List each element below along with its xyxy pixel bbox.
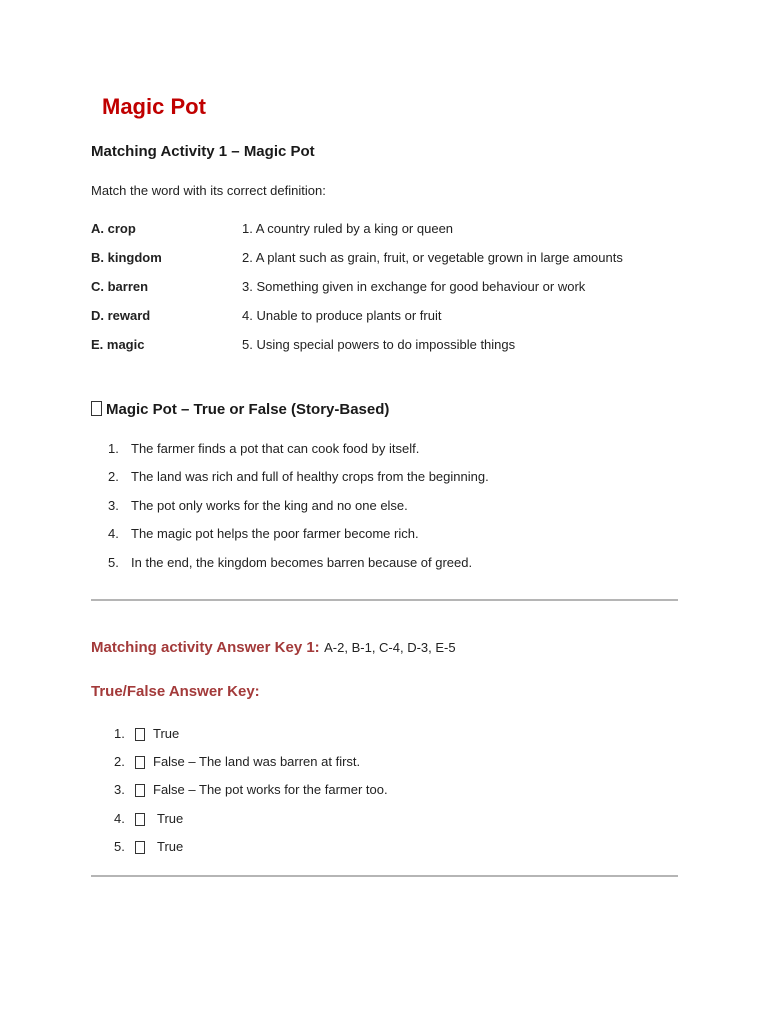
matching-term: A. crop bbox=[91, 221, 136, 236]
missing-glyph-icon bbox=[91, 401, 102, 416]
list-item-number: 4. bbox=[108, 526, 119, 541]
answer-item: False – The pot works for the farmer too. bbox=[153, 782, 388, 797]
matching-answer-key bbox=[91, 639, 456, 657]
matching-definition: 1. A country ruled by a king or queen bbox=[242, 221, 454, 236]
matching-heading: Matching Activity 1 – Magic Pot bbox=[91, 143, 315, 160]
list-item: The magic pot helps the poor farmer become rich. bbox=[131, 526, 419, 541]
answer-item: False – The land was barren at first. bbox=[153, 754, 361, 769]
missing-glyph-icon bbox=[135, 727, 145, 745]
answer-item: True bbox=[157, 811, 184, 826]
list-item: The land was rich and full of healthy crops from the beginning. bbox=[131, 469, 489, 484]
list-item: The pot only works for the king and no one else. bbox=[131, 498, 408, 513]
matching-answer-key-values: A-2, B-1, C-4, D-3, E-5 bbox=[324, 640, 456, 655]
answer-number: 5. bbox=[114, 839, 125, 854]
matching-definition: 5. Using special powers to do impossible things bbox=[242, 337, 516, 352]
missing-glyph-icon bbox=[135, 812, 145, 830]
matching-definition: 4. Unable to produce plants or fruit bbox=[242, 308, 442, 323]
matching-term: E. magic bbox=[91, 337, 145, 352]
divider bbox=[91, 599, 678, 601]
list-item-number: 1. bbox=[108, 441, 119, 456]
answer-item: True bbox=[153, 726, 180, 741]
matching-term: B. kingdom bbox=[91, 250, 162, 265]
matching-definition: 2. A plant such as grain, fruit, or vegetable grown in large amounts bbox=[242, 250, 623, 265]
list-item: In the end, the kingdom becomes barren because of greed. bbox=[131, 555, 473, 570]
true-false-answer-key-heading: True/False Answer Key: bbox=[91, 683, 260, 700]
list-item-number: 3. bbox=[108, 498, 119, 513]
list-item-number: 2. bbox=[108, 469, 119, 484]
answer-item: True bbox=[157, 839, 184, 854]
answer-number: 3. bbox=[114, 782, 125, 797]
list-item: The farmer finds a pot that can cook food by itself. bbox=[131, 441, 420, 456]
answer-number: 1. bbox=[114, 726, 125, 741]
list-item-number: 5. bbox=[108, 555, 119, 570]
matching-term: D. reward bbox=[91, 308, 151, 323]
divider bbox=[91, 875, 678, 877]
missing-glyph-icon bbox=[135, 783, 145, 801]
true-false-heading-text: Magic Pot – True or False (Story-Based) bbox=[106, 401, 390, 418]
matching-term: C. barren bbox=[91, 279, 149, 294]
matching-definition: 3. Something given in exchange for good behaviour or work bbox=[242, 279, 586, 294]
matching-answer-key-label: Matching activity Answer Key 1: bbox=[91, 639, 320, 656]
missing-glyph-icon bbox=[135, 755, 145, 773]
matching-instruction: Match the word with its correct definition: bbox=[91, 183, 326, 198]
missing-glyph-icon bbox=[135, 840, 145, 858]
answer-number: 4. bbox=[114, 811, 125, 826]
page-title: Magic Pot bbox=[102, 94, 206, 119]
true-false-heading bbox=[91, 401, 389, 418]
answer-number: 2. bbox=[114, 754, 125, 769]
